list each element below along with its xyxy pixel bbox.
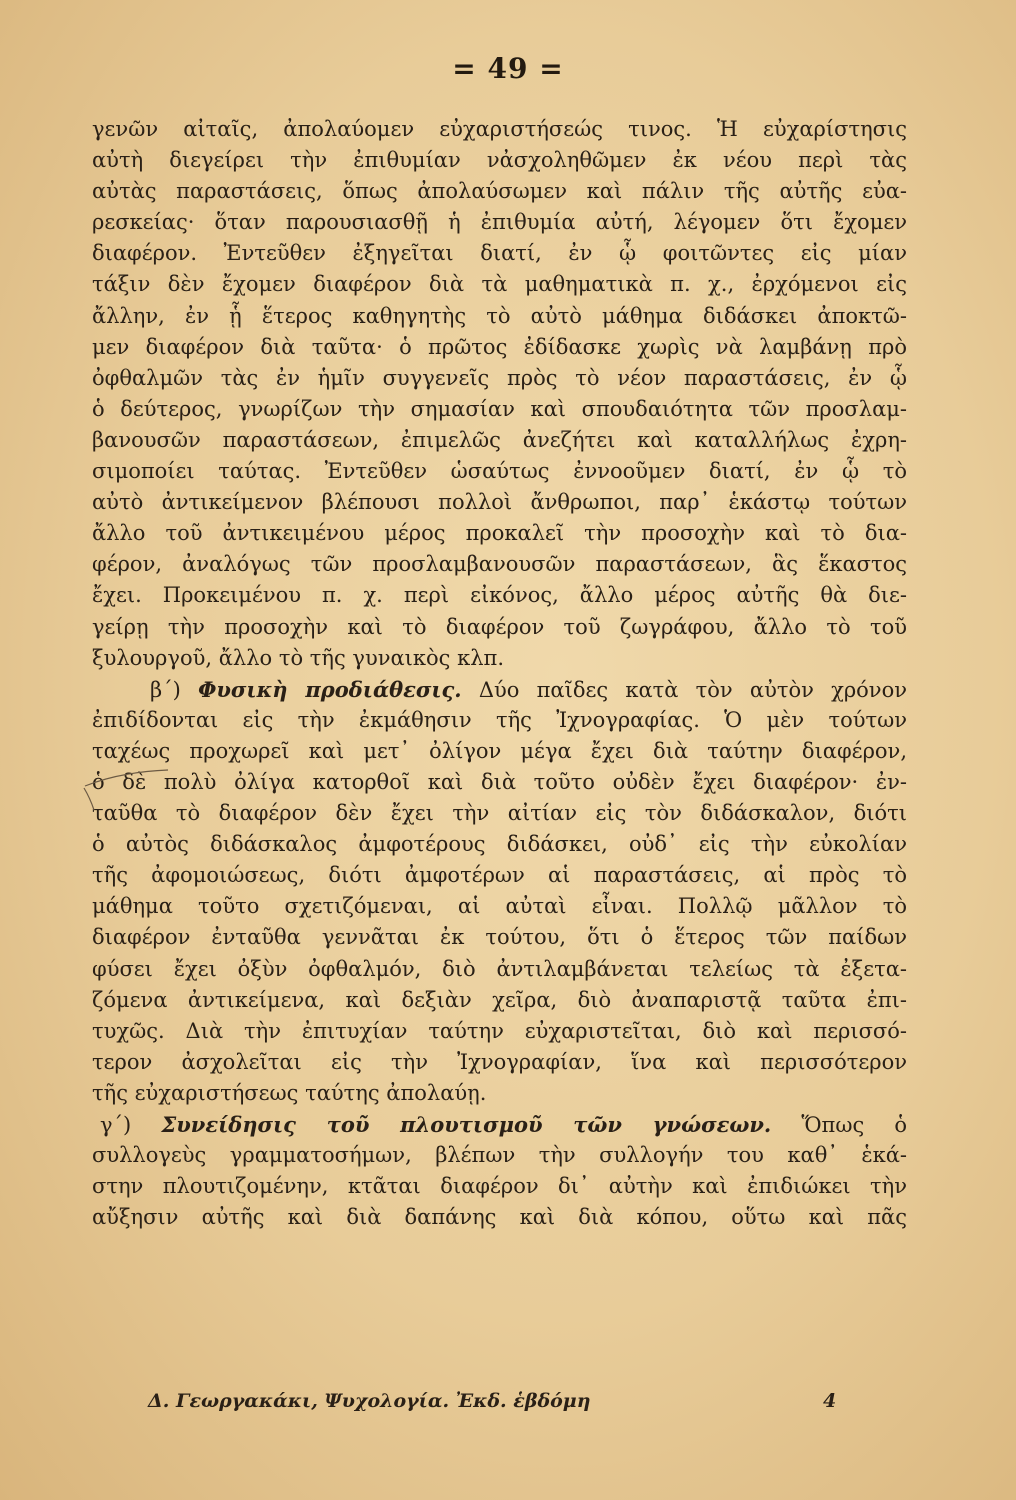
text-line: ζόμενα ἀντικείμενα, καὶ δεξιὰν χεῖρα, διὸ ἀναπαριστᾷ ταῦτα ἐπι- [92, 987, 907, 1012]
text-line: φέρον, ἀναλόγως τῶν προσλαμβανουσῶν παραστάσεων, ἃς ἕκαστος [92, 552, 907, 577]
text-line: αὐτὴ διεγείρει τὴν ἐπιθυμίαν νἀσχοληθῶμεν ἐκ νέου περὶ τὰς [92, 148, 907, 173]
text-line: γενῶν αἰταῖς, ἀπολαύομεν εὐχαριστήσεώς τινος. Ἡ εὐχαρίστησις [92, 117, 907, 141]
section-c-first-text: Ὅπως ὁ [801, 1113, 907, 1137]
text-line: τάξιν δὲν ἔχομεν διαφέρον διὰ τὰ μαθηματικὰ π. χ., ἐρχόμενοι εἰς [92, 272, 907, 297]
text-line: ταῦθα τὸ διαφέρον δὲν ἔχει τὴν αἰτίαν εἰς τὸν διδάσκαλον, διότι [92, 801, 907, 826]
text-line: ξυλουργοῦ, ἄλλο τὸ τῆς γυναικὸς κλπ. [92, 645, 505, 670]
sheet-number: 4 [823, 1390, 837, 1412]
text-line: γείρῃ τὴν προσοχὴν καὶ τὸ διαφέρον τοῦ ζωγράφου, ἄλλο τὸ τοῦ [92, 614, 907, 639]
section-b-first-line [92, 674, 907, 705]
text-line: ἄλλο τοῦ ἀντικειμένου μέρος προκαλεῖ τὴν προσοχὴν καὶ τὸ δια- [92, 521, 907, 546]
text-line: βανουσῶν παραστάσεων, ἐπιμελῶς ἀνεζήτει καὶ καταλλήλως ἐχρη- [92, 427, 907, 452]
text-line: αὔξησιν αὐτῆς καὶ διὰ δαπάνης καὶ διὰ κόπου, οὕτω καὶ πᾶς [92, 1205, 907, 1230]
text-line: ταχέως προχωρεῖ καὶ μετ᾽ ὀλίγον μέγα ἔχει διὰ ταύτην διαφέρον, [92, 738, 907, 763]
text-line: σιμοποίει ταύτας. Ἐντεῦθεν ὡσαύτως ἐννοοῦμεν διατί, ἐν ᾧ τὸ [92, 459, 907, 484]
text-line: φύσει ἔχει ὀξὺν ὀφθαλμόν, διὸ ἀντιλαμβάνεται τελείως τὰ ἐξετα- [92, 956, 907, 981]
text-line: τῆς εὐχαριστήσεως ταύτης ἀπολαύῃ. [92, 1080, 487, 1105]
text-line: ὁ αὐτὸς διδάσκαλος ἀμφοτέρους διδάσκει, οὐδ᾽ εἰς τὴν εὐκολίαν [92, 832, 907, 857]
pencil-mark-icon [80, 758, 170, 818]
text-line: αὐτὸ ἀντικείμενον βλέπουσι πολλοὶ ἄνθρωποι, παρ᾽ ἑκάστῳ τούτων [92, 490, 907, 515]
text-line: ὀφθαλμῶν τὰς ἐν ἡμῖν συγγενεῖς πρὸς τὸ νέον παραστάσεις, ἐν ᾧ [92, 365, 907, 390]
section-c-heading: Συνείδησις τοῦ πλουτισμοῦ τῶν γνώσεων. [161, 1112, 772, 1137]
text-line: ἄλλην, ἐν ᾗ ἕτερος καθηγητὴς τὸ αὐτὸ μάθημα διδάσκει ἀποκτῶ- [92, 303, 907, 328]
text-line: ἔχει. Προκειμένου π. χ. περὶ εἰκόνος, ἄλλο μέρος αὐτῆς θὰ διε- [92, 583, 907, 608]
body-text [92, 114, 907, 1233]
text-line: διαφέρον ἐνταῦθα γεννᾶται ἐκ τούτου, ὅτι ὁ ἕτερος τῶν παίδων [92, 925, 907, 950]
text-line: συλλογεὺς γραμματοσήμων, βλέπων τὴν συλλογήν του καθ᾽ ἑκά- [92, 1143, 907, 1168]
section-b-label: β΄) [150, 677, 181, 702]
text-line: τυχῶς. Διὰ τὴν ἐπιτυχίαν ταύτην εὐχαριστεῖται, διὸ καὶ περισσό- [92, 1018, 907, 1043]
footer-signature: Δ. Γεωργακάκι, Ψυχολογία. Ἐκδ. ἑβδόμη [148, 1390, 591, 1412]
text-line: στην πλουτιζομένην, κτᾶται διαφέρον δι᾽ αὐτὴν καὶ ἐπιδιώκει τὴν [92, 1174, 907, 1199]
section-b-first-text: Δύο παῖδες κατὰ τὸν αὐτὸν χρόνον [478, 677, 907, 702]
section-c-label: γ΄) [100, 1113, 132, 1137]
text-line: αὐτὰς παραστάσεις, ὅπως ἀπολαύσωμεν καὶ πάλιν τῆς αὐτῆς εὐα- [92, 179, 907, 204]
footer [148, 1390, 848, 1412]
text-line: ρεσκείας· ὅταν παρουσιασθῇ ἡ ἐπιθυμία αὐτή, λέγομεν ὅτι ἔχομεν [92, 210, 907, 235]
text-line: τῆς ἀφομοιώσεως, διότι ἀμφοτέρων αἱ παραστάσεις, αἱ πρὸς τὸ [92, 863, 907, 888]
text-line: ὁ δὲ πολὺ ὀλίγα κατορθοῖ καὶ διὰ τοῦτο οὐδὲν ἔχει διαφέρον· ἐν- [92, 769, 907, 794]
text-line: ἐπιδίδονται εἰς τὴν ἐκμάθησιν τῆς Ἰχνογραφίας. Ὁ μὲν τούτων [92, 707, 907, 732]
section-b-heading: Φυσικὴ προδιάθεσις. [198, 676, 462, 702]
page-number: = 49 = [452, 52, 564, 85]
text-line: τερον ἀσχολεῖται εἰς τὴν Ἰχνογραφίαν, ἵνα καὶ περισσότερον [92, 1049, 907, 1074]
text-line: ὁ δεύτερος, γνωρίζων τὴν σημασίαν καὶ σπουδαιότητα τῶν προσλαμ- [92, 396, 907, 421]
section-c-first-line [92, 1109, 907, 1140]
text-line: μεν διαφέρον διὰ ταῦτα· ὁ πρῶτος ἐδίδασκε χωρὶς νὰ λαμβάνῃ πρὸ [92, 334, 907, 359]
text-line: μάθημα τοῦτο σχετιζόμεναι, αἱ αὐταὶ εἶναι. Πολλῷ μᾶλλον τὸ [92, 894, 907, 919]
text-line: διαφέρον. Ἐντεῦθεν ἐξηγεῖται διατί, ἐν ᾧ φοιτῶντες εἰς μίαν [92, 241, 907, 266]
